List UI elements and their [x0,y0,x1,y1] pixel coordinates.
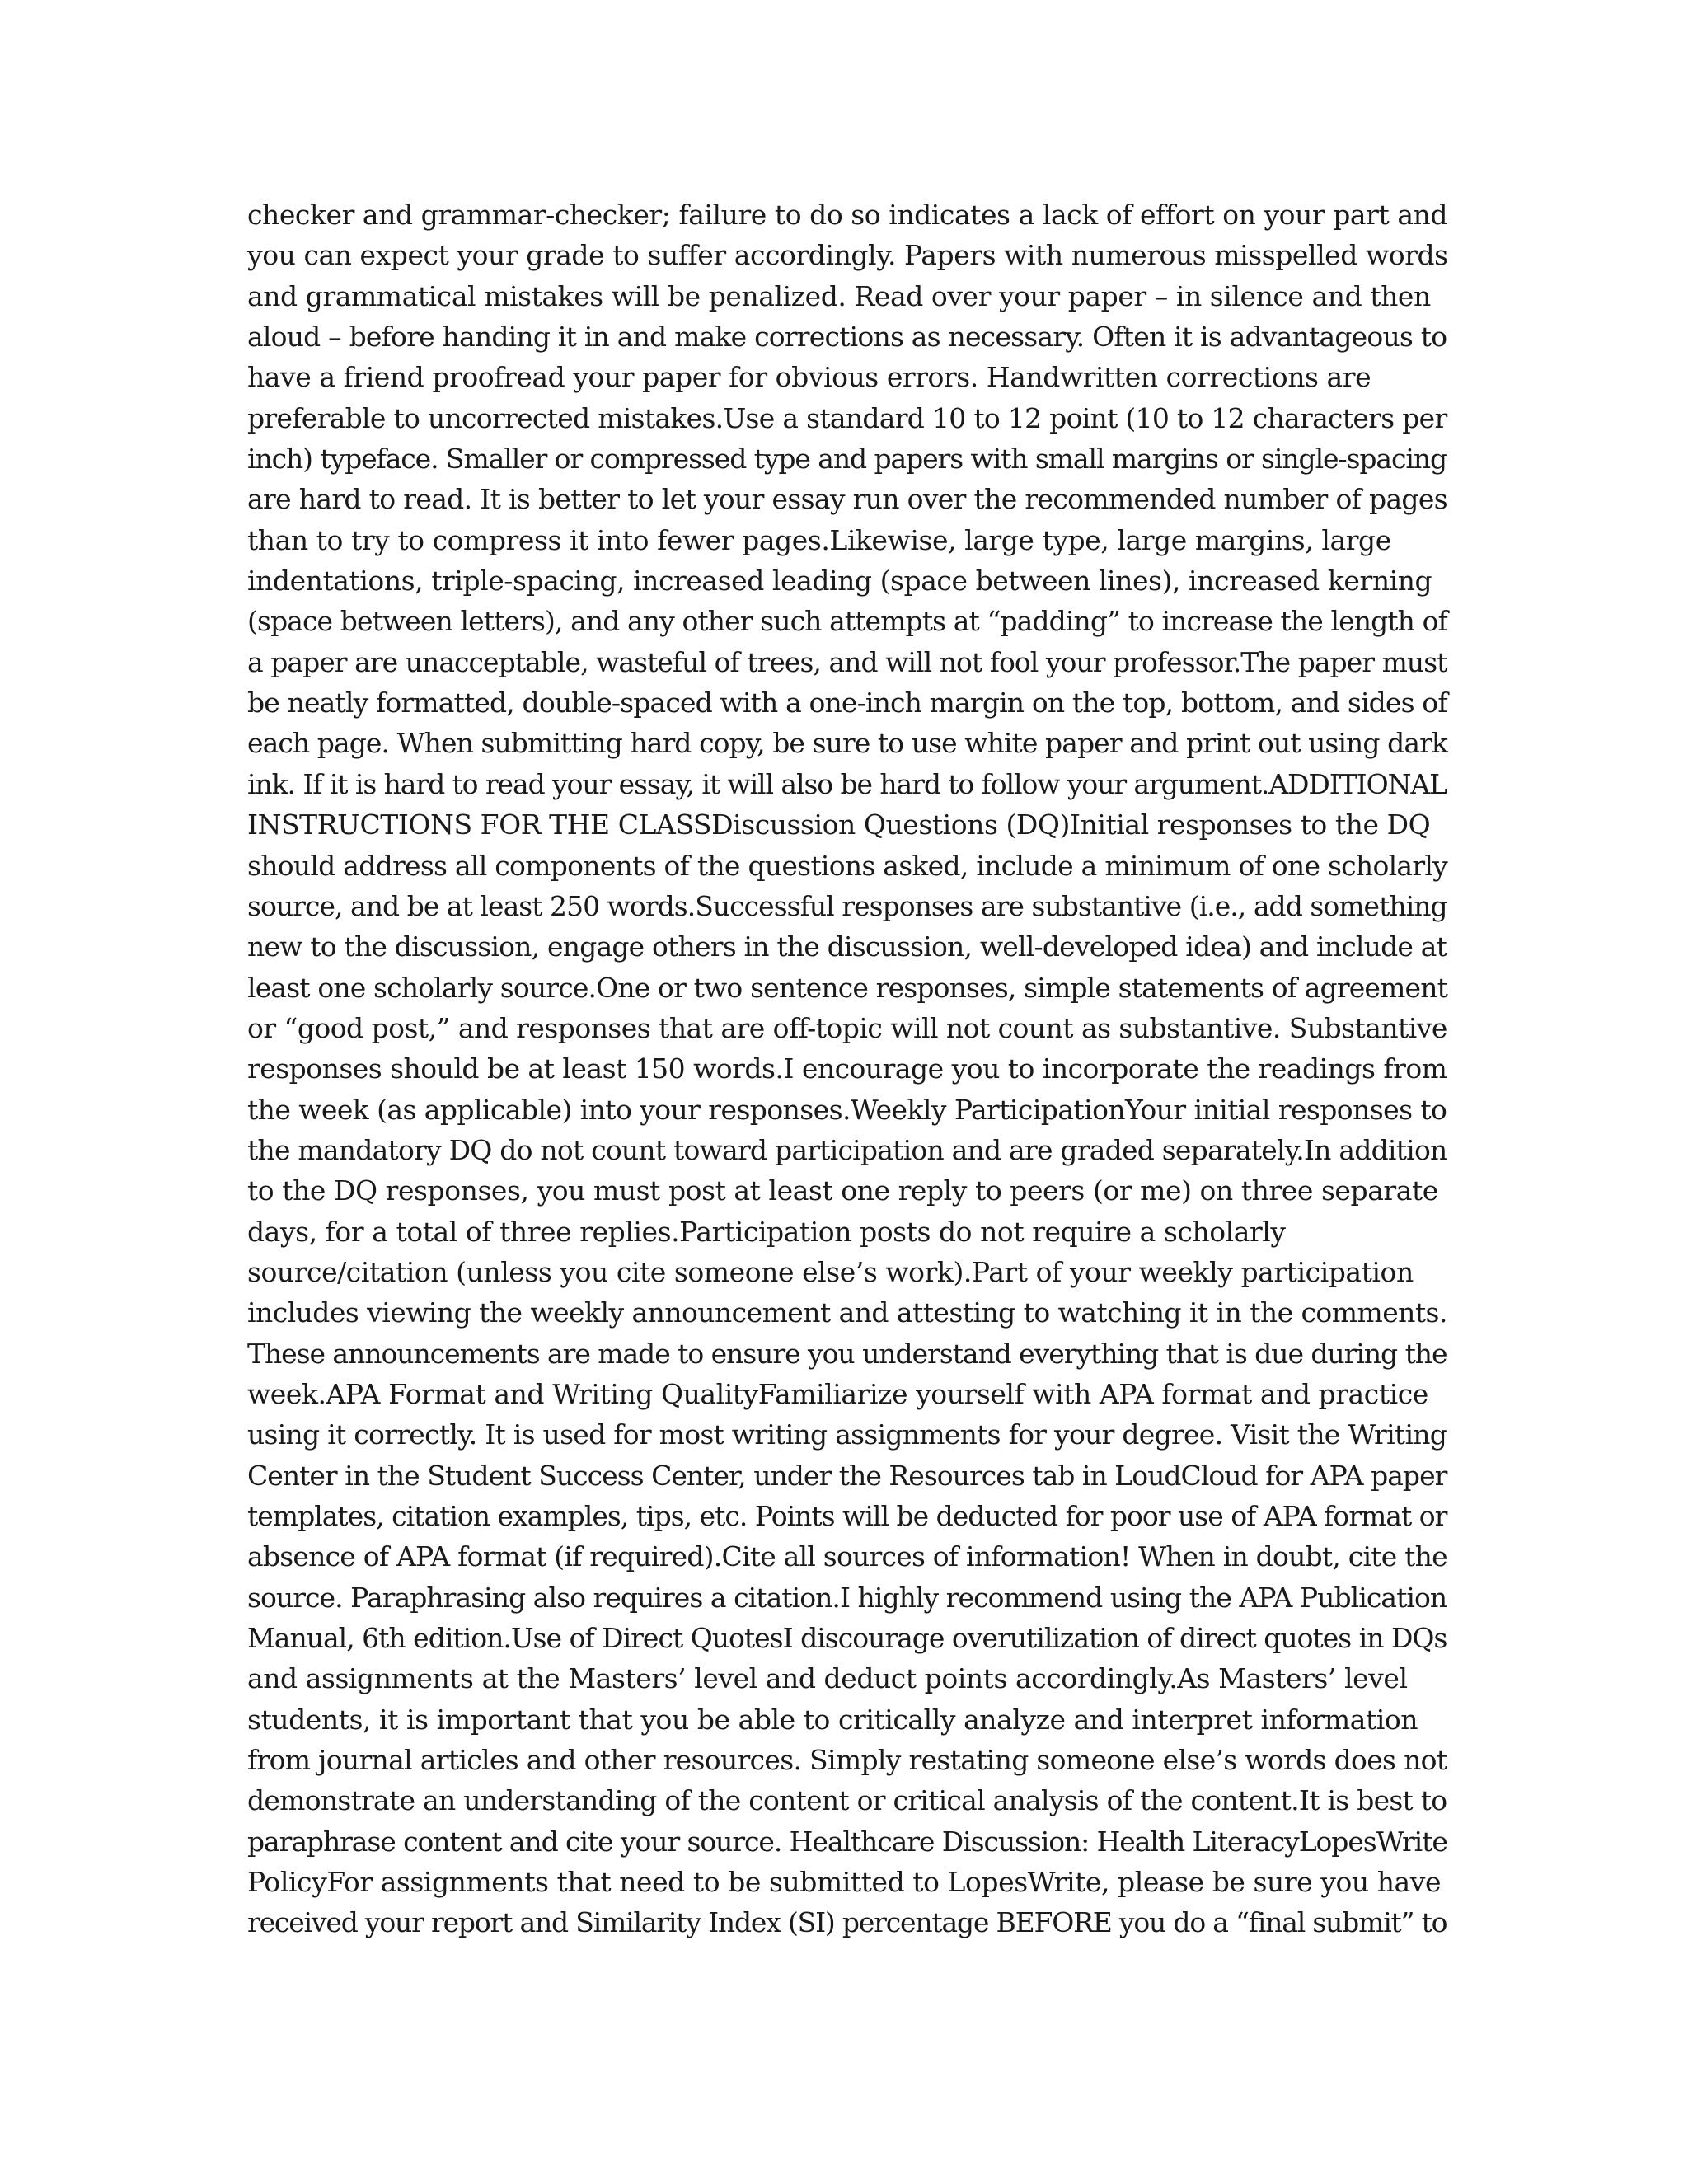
text-line: preferable to uncorrected mistakes.Use a standard 10 to 12 point (10 to 12 characters per [247,401,1447,434]
text-line: or “good post,” and responses that are off-topic will not count as substantive. Substantive [247,1011,1447,1044]
text-line: days, for a total of three replies.Participation posts do not require a scholarly [247,1215,1286,1248]
text-line: to the DQ responses, you must post at least one reply to peers (or me) on three separate [247,1174,1438,1207]
text-line: (space between letters), and any other such attempts at “padding” to increase the length of [247,605,1447,638]
text-line: demonstrate an understanding of the content or critical analysis of the content.It is best to [247,1784,1447,1817]
text-line: new to the discussion, engage others in the discussion, well-developed idea) and include at [247,930,1447,963]
text-line: responses should be at least 150 words.I encourage you to incorporate the readings from [247,1052,1447,1085]
text-line: These announcements are made to ensure you understand everything that is due during the [247,1337,1447,1370]
text-line: be neatly formatted, double-spaced with a one-inch margin on the top, bottom, and sides of [247,687,1447,719]
text-line: ink. If it is hard to read your essay, it will also be hard to follow your argument.ADDITIONAL [247,767,1447,800]
text-line: received your report and Similarity Index (SI) percentage BEFORE you do a “final submit” to [247,1906,1447,1939]
text-line: absence of APA format (if required).Cite all sources of information! When in doubt, cite the [247,1540,1447,1573]
text-line: inch) typeface. Smaller or compressed type and papers with small margins or single-spacing [247,443,1447,476]
text-line: least one scholarly source.One or two sentence responses, simple statements of agreement [247,971,1448,1004]
text-line: students, it is important that you be able to critically analyze and interpret information [247,1703,1418,1736]
text-line: source, and be at least 250 words.Successful responses are substantive (i.e., add something [247,889,1447,922]
text-line: source/citation (unless you cite someone else’s work).Part of your weekly participation [247,1255,1414,1288]
text-line: you can expect your grade to suffer accordingly. Papers with numerous misspelled words [247,239,1448,272]
text-line: have a friend proofread your paper for obvious errors. Handwritten corrections are [247,361,1372,394]
text-line: PolicyFor assignments that need to be submitted to LopesWrite, please be sure you have [247,1866,1442,1899]
text-line: and assignments at the Masters’ level and deduct points accordingly.As Masters’ level [247,1662,1408,1695]
text-line: using it correctly. It is used for most writing assignments for your degree. Visit the Writing [247,1418,1447,1451]
text-line: source. Paraphrasing also requires a citation.I highly recommend using the APA Publication [247,1581,1447,1614]
text-line: indentations, triple-spacing, increased leading (space between lines), increased kerning [247,565,1432,598]
text-line: templates, citation examples, tips, etc. Points will be deducted for poor use of APA format or [247,1500,1447,1532]
text-line: aloud – before handing it in and make corrections as necessary. Often it is advantageous to [247,321,1447,354]
text-line: INSTRUCTIONS FOR THE CLASSDiscussion Questions (DQ)Initial responses to the DQ [247,808,1431,841]
text-line: paraphrase content and cite your source. Healthcare Discussion: Health LiteracyLopesWrite [247,1825,1447,1858]
text-line: from journal articles and other resources. Simply restating someone else’s words does not [247,1744,1447,1777]
text-line: are hard to read. It is better to let your essay run over the recommended number of pages [247,483,1447,516]
text-line: week.APA Format and Writing QualityFamiliarize yourself with APA format and practice [247,1377,1428,1410]
text-line: Center in the Student Success Center, under the Resources tab in LoudCloud for APA paper [247,1459,1447,1492]
text-line: checker and grammar-checker; failure to do so indicates a lack of effort on your part and [247,199,1448,231]
text-line: a paper are unacceptable, wasteful of trees, and will not fool your professor.The paper must [247,645,1447,678]
text-line: should address all components of the questions asked, include a minimum of one scholarly [247,849,1448,882]
text-line: each page. When submitting hard copy, be sure to use white paper and print out using dark [247,727,1447,760]
text-line: includes viewing the weekly announcement and attesting to watching it in the comments. [247,1296,1447,1329]
text-line: and grammatical mistakes will be penalized. Read over your paper – in silence and then [247,279,1431,312]
text-line: Manual, 6th edition.Use of Direct QuotesI discourage overutilization of direct quotes in DQs [247,1622,1447,1655]
text-line: the week (as applicable) into your responses.Weekly ParticipationYour initial responses to [247,1093,1447,1126]
text-line: the mandatory DQ do not count toward participation and are graded separately.In addition [247,1133,1447,1166]
body-text [247,194,1451,1943]
text-line: than to try to compress it into fewer pages.Likewise, large type, large margins, large [247,523,1391,556]
